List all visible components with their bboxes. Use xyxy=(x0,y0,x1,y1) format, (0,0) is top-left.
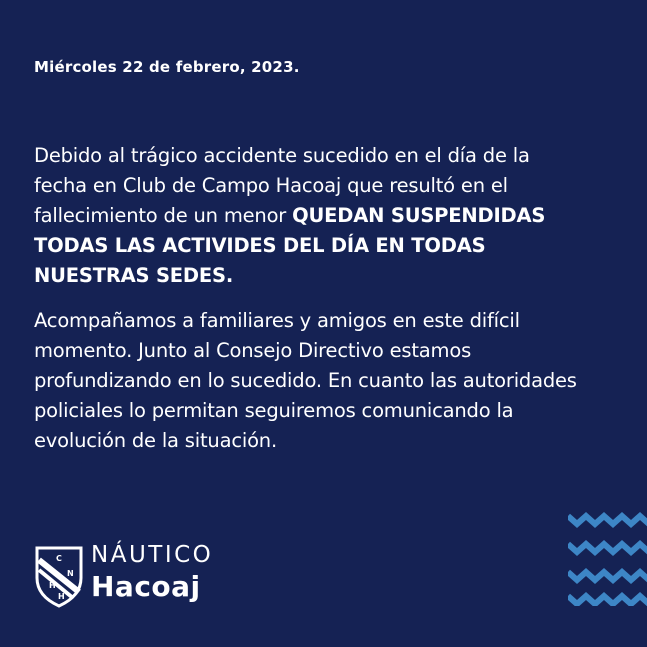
badge-letter-2: N xyxy=(67,569,74,578)
p2-line-4: policiales lo permitan seguiremos comunicando la xyxy=(34,399,514,422)
logo-name-line-2: Hacoaj xyxy=(91,570,201,603)
p2-line-3: profundizando en lo sucedido. En cuanto las autoridades xyxy=(34,369,577,392)
wave-pattern-icon xyxy=(568,510,647,606)
badge-letter-4: H xyxy=(58,592,65,601)
p1-line-1: Debido al trágico accidente sucedido en el día de la xyxy=(34,144,530,167)
p1-line-4-bold: TODAS LAS ACTIVIDES DEL DÍA EN TODAS xyxy=(34,234,486,257)
p1-line-3: fallecimiento de un menor xyxy=(34,204,293,227)
p2-line-2: momento. Junto al Consejo Directivo estamos xyxy=(34,339,472,362)
p1-line-3-bold: QUEDAN SUSPENDIDAS xyxy=(292,204,546,227)
p2-line-5: evolución de la situación. xyxy=(34,429,277,452)
p1-line-5-bold: NUESTRAS SEDES. xyxy=(34,264,234,287)
logo-name-line-1: NÁUTICO xyxy=(91,542,214,568)
badge-letter-1: C xyxy=(56,554,62,563)
club-shield-icon xyxy=(33,542,85,608)
badge-letter-3: H xyxy=(49,581,56,590)
p2-line-1: Acompañamos a familiares y amigos en este difícil xyxy=(34,309,520,332)
p1-line-2: fecha en Club de Campo Hacoaj que resultó en el xyxy=(34,174,508,197)
statement-paragraph-2 xyxy=(34,306,624,456)
statement-paragraph-1 xyxy=(34,141,624,291)
date-line: Miércoles 22 de febrero, 2023. xyxy=(34,58,300,76)
club-logo xyxy=(33,542,233,612)
